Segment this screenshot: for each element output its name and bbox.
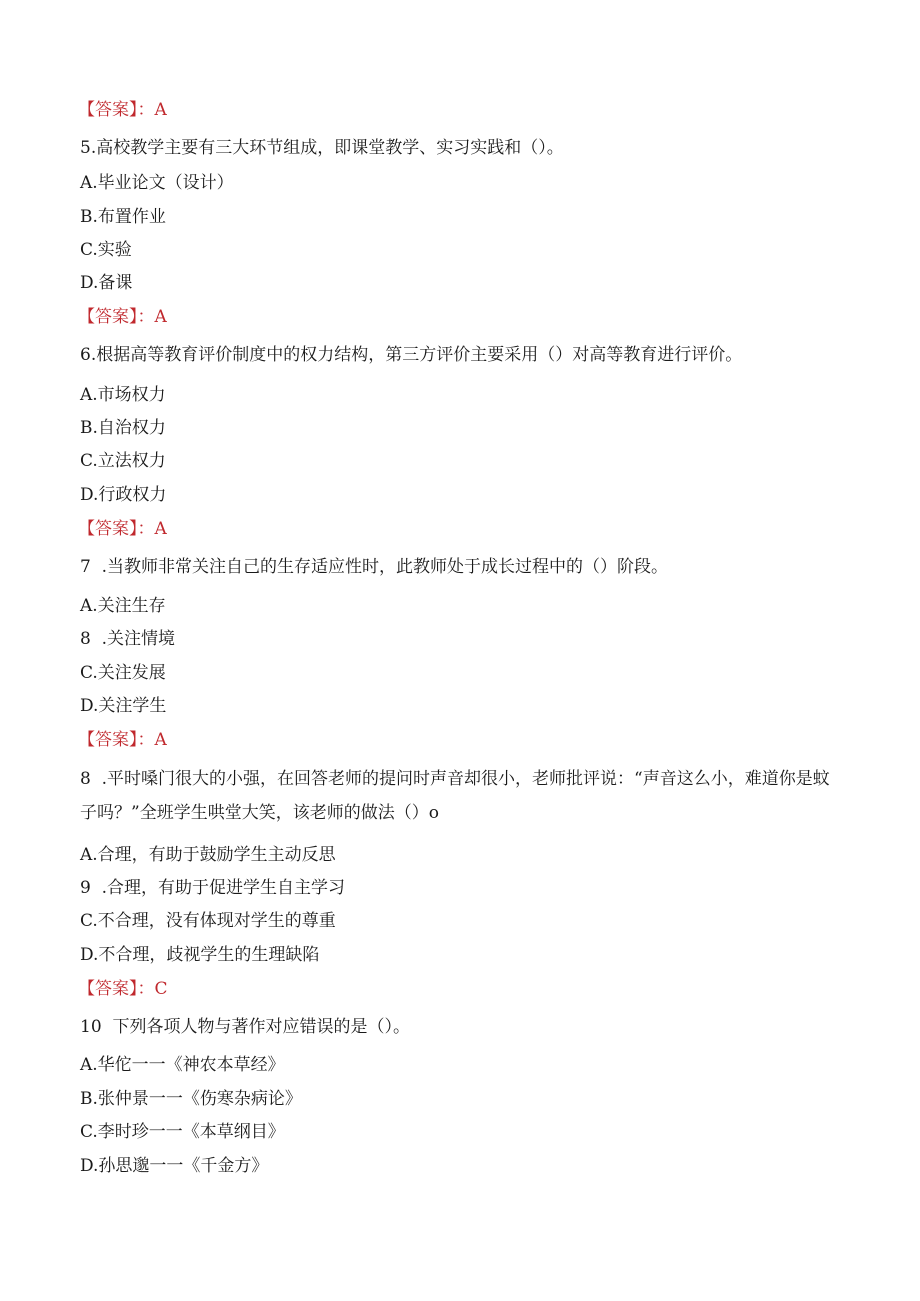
answer-line: 【答案】：A	[78, 519, 167, 539]
answer-line: 【答案】：A	[78, 730, 167, 750]
question-5: 5.高校教学主要有三大环节组成，即课堂教学、实习实践和（）。	[80, 138, 564, 158]
option-line: A.华佗一一《神农本草经》	[80, 1055, 285, 1075]
option-line: C.李时珍一一《本草纲目》	[80, 1122, 285, 1142]
option-line: D.关注学生	[80, 696, 167, 716]
option-line: D.孙思邈一一《千金方》	[80, 1156, 269, 1176]
question-7: 7 .当教师非常关注自己的生存适应性时，此教师处于成长过程中的（）阶段。	[80, 557, 669, 577]
option-line: B.张仲景一一《伤寒杂病论》	[80, 1089, 302, 1109]
answer-line: 【答案】：C	[78, 979, 168, 999]
question-8: 8 .平时嗓门很大的小强，在回答老师的提问时声音却很小，老师批评说：“声音这么小，难道你是蚊子吗？”全班学生哄堂大笑，该老师的做法（）o	[80, 769, 830, 823]
option-line: A.毕业论文（设计）	[80, 173, 234, 193]
option-line: B.布置作业	[80, 207, 166, 227]
option-line: A.市场权力	[80, 385, 166, 405]
option-line: 8 .关注情境	[80, 629, 176, 649]
question-6: 6.根据高等教育评价制度中的权力结构，第三方评价主要采用（）对高等教育进行评价。	[80, 345, 743, 365]
option-line: B.自治权力	[80, 418, 166, 438]
option-line: C.立法权力	[80, 451, 166, 471]
option-line: 9 .合理，有助于促进学生自主学习	[80, 878, 346, 898]
option-line: D.备课	[80, 273, 133, 293]
option-line: A.关注生存	[80, 596, 166, 616]
option-line: C.不合理，没有体现对学生的尊重	[80, 911, 336, 931]
answer-line: 【答案】：A	[78, 307, 167, 327]
question-10: 10 下列各项人物与著作对应错误的是（）。	[80, 1017, 410, 1037]
option-line: C.关注发展	[80, 663, 166, 683]
option-line: D.不合理，歧视学生的生理缺陷	[80, 945, 320, 965]
answer-line: 【答案】：A	[78, 100, 167, 120]
option-line: D.行政权力	[80, 485, 167, 505]
option-line: C.实验	[80, 240, 132, 260]
option-line: A.合理，有助于鼓励学生主动反思	[80, 845, 336, 865]
